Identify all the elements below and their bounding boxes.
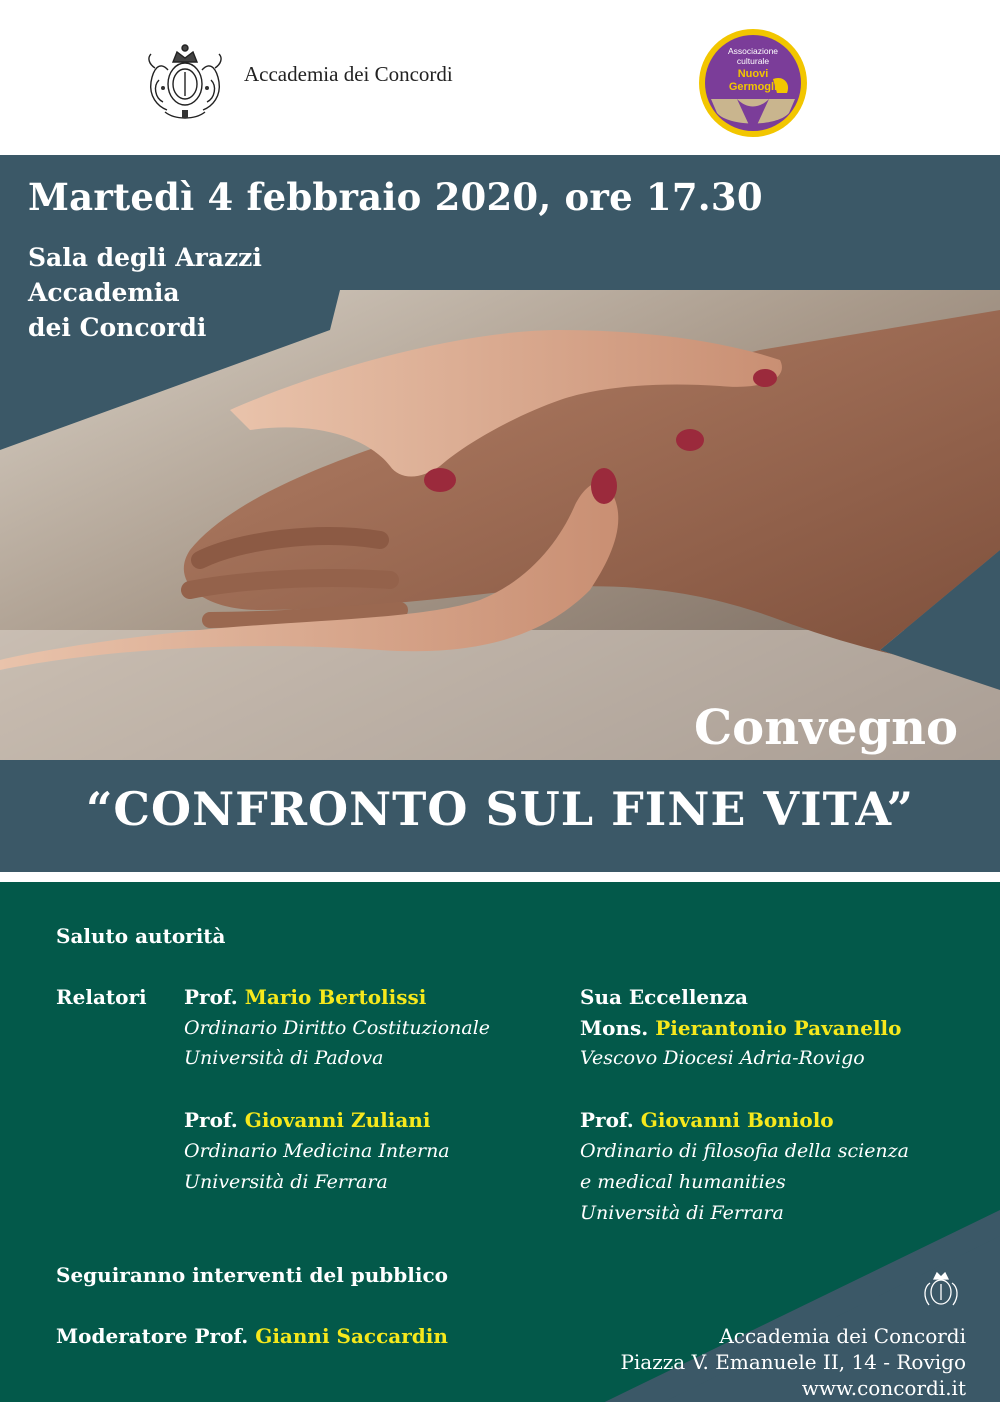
speaker-1-affiliation: Università di Padova [184,1047,384,1069]
speaker-4-role: Ordinario di filosofia della scienza [580,1140,910,1162]
speaker-4-name: Giovanni Boniolo [640,1108,834,1132]
greeting: Saluto autorità [56,924,226,948]
speaker-4-role-2: e medical humanities [580,1171,786,1193]
moderator-name: Gianni Saccardin [255,1324,448,1348]
venue-line-2: Accademia [28,278,180,307]
speaker-2-affiliation: Università di Ferrara [184,1171,388,1193]
speaker-4 [580,1108,834,1132]
logo-line2: culturale [736,56,770,66]
logo-line4: Germogli [728,81,778,93]
speakers-label: Relatori [56,985,147,1009]
speaker-3 [580,1016,901,1040]
speaker-4-affiliation: Università di Ferrara [580,1202,784,1224]
footer-website[interactable]: www.concordi.it [801,1376,966,1400]
public-interventions: Seguiranno interventi del pubblico [56,1263,448,1287]
speaker-2-prefix: Prof. [184,1108,238,1132]
moderator-label: Moderatore Prof. [56,1324,249,1348]
speaker-3-role: Vescovo Diocesi Adria-Rovigo [580,1047,865,1069]
speaker-3-prefix: Mons. [580,1016,649,1040]
logo-line3: Nuovi [737,68,769,80]
footer-academy: Accademia dei Concordi [719,1324,966,1348]
speaker-1 [184,985,426,1009]
speaker-2 [184,1108,430,1132]
speaker-1-name: Mario Bertolissi [244,985,427,1009]
venue-line-1: Sala degli Arazzi [28,243,262,272]
academy-name: Accademia dei Concordi [244,62,453,86]
speaker-3-title: Sua Eccellenza [580,985,749,1009]
venue-line-3: dei Concordi [28,313,207,342]
moderator [56,1324,448,1348]
speaker-1-role: Ordinario Diritto Costituzionale [184,1017,491,1039]
speaker-2-name: Giovanni Zuliani [244,1108,431,1132]
speaker-2-role: Ordinario Medicina Interna [184,1140,450,1162]
event-title: “CONFRONTO SUL FINE VITA” [85,782,915,836]
logo-line1: Associazione [727,46,779,56]
footer-address: Piazza V. Emanuele II, 14 - Rovigo [620,1350,966,1374]
event-date-time: Martedì 4 febbraio 2020, ore 17.30 [28,175,763,219]
event-type: Convegno [693,700,958,756]
academy-crest-small-icon [918,1267,964,1313]
speaker-4-prefix: Prof. [580,1108,634,1132]
speaker-3-name: Pierantonio Pavanello [655,1016,902,1040]
speaker-1-prefix: Prof. [184,985,238,1009]
